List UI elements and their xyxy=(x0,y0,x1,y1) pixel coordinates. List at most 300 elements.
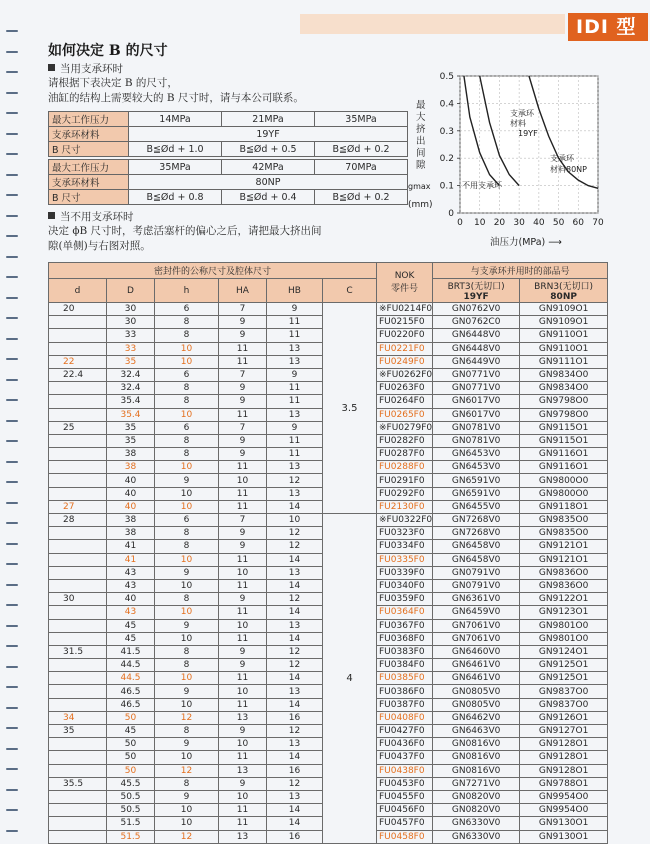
cell-nok: FU0368F0 xyxy=(377,632,433,645)
x-tick-label: 40 xyxy=(533,218,545,228)
cell-a: GN6017V0 xyxy=(433,395,520,408)
table-cell: B≦Ød + 1.0 xyxy=(129,142,222,157)
cell-b: GN9118O1 xyxy=(520,500,608,513)
cell-a: GN6591V0 xyxy=(433,487,520,500)
chart-x-label: 油压力(MPa) ⟶ xyxy=(490,237,562,248)
cell-D: 35.4 xyxy=(107,395,155,408)
cell-ha: 11 xyxy=(219,606,267,619)
cell-nok: FU0323F0 xyxy=(377,527,433,540)
cell-nok: FU0265F0 xyxy=(377,408,433,421)
cell-hb: 12 xyxy=(267,645,323,658)
cell-a: GN6330V0 xyxy=(433,830,520,843)
section-without-ring-label: 当不用支承环时 xyxy=(60,211,134,223)
cell-ha: 11 xyxy=(219,579,267,592)
para-line: 油缸的结构上需要较大的 B 尺寸时，请与本公司联系。 xyxy=(48,92,304,104)
cell-D: 45 xyxy=(107,725,155,738)
cell-a: GN0781V0 xyxy=(433,421,520,434)
cell-a: GN6463V0 xyxy=(433,725,520,738)
cell-ha: 9 xyxy=(219,448,267,461)
cell-ha: 7 xyxy=(219,303,267,316)
cell-D: 41 xyxy=(107,553,155,566)
cell-ha: 11 xyxy=(219,553,267,566)
table-cell: 80NP xyxy=(129,175,408,190)
cell-h: 10 xyxy=(155,487,219,500)
nok-header xyxy=(377,263,433,303)
cell-a: GN6017V0 xyxy=(433,408,520,421)
cell-ha: 7 xyxy=(219,368,267,381)
chart-annotation: 材料80NP xyxy=(550,165,587,174)
cell-a: GN6448V0 xyxy=(433,342,520,355)
bullet-square-icon xyxy=(48,64,55,71)
cell-nok: FU0453F0 xyxy=(377,777,433,790)
cell-a: GN6455V0 xyxy=(433,500,520,513)
cell-D: 32.4 xyxy=(107,382,155,395)
cell-h: 10 xyxy=(155,751,219,764)
cell-d xyxy=(49,738,107,751)
cell-a: GN6458V0 xyxy=(433,553,520,566)
cell-d xyxy=(49,751,107,764)
seal-size-table xyxy=(48,262,608,844)
cell-hb: 12 xyxy=(267,474,323,487)
cell-a: GN0820V0 xyxy=(433,804,520,817)
cell-D: 43 xyxy=(107,566,155,579)
cell-h: 12 xyxy=(155,830,219,843)
cell-d xyxy=(49,342,107,355)
cell-hb: 13 xyxy=(267,355,323,368)
cell-b: GN9125O1 xyxy=(520,659,608,672)
para-without-ring xyxy=(48,224,322,254)
cell-d xyxy=(49,685,107,698)
table-row xyxy=(49,514,608,527)
x-tick-label: 60 xyxy=(572,218,585,228)
cell-h: 10 xyxy=(155,461,219,474)
cell-ha: 11 xyxy=(219,500,267,513)
cell-b: GN9111O1 xyxy=(520,355,608,368)
cell-d xyxy=(49,659,107,672)
cell-nok: FU0221F0 xyxy=(377,342,433,355)
cell-d: 22.4 xyxy=(49,368,107,381)
cell-h: 10 xyxy=(155,408,219,421)
cell-d: 35.5 xyxy=(49,777,107,790)
cell-D: 38 xyxy=(107,514,155,527)
cell-nok: FU0335F0 xyxy=(377,553,433,566)
cell-d xyxy=(49,632,107,645)
binder-hole-mark xyxy=(6,133,18,135)
binder-hole-mark xyxy=(6,399,18,401)
cell-d: 30 xyxy=(49,593,107,606)
table-cell: 70MPa xyxy=(315,160,408,175)
cell-D: 32.4 xyxy=(107,368,155,381)
cell-D: 50 xyxy=(107,711,155,724)
table-cell: 19YF xyxy=(129,127,408,142)
binder-hole-mark xyxy=(6,235,18,237)
cell-a: GN6453V0 xyxy=(433,448,520,461)
cell-hb: 12 xyxy=(267,527,323,540)
cell-hb: 11 xyxy=(267,448,323,461)
binder-hole-mark xyxy=(6,563,18,565)
plot-area xyxy=(460,76,598,213)
brn3-material: 80NP xyxy=(550,292,577,302)
cell-hb: 14 xyxy=(267,606,323,619)
cell-h: 6 xyxy=(155,368,219,381)
header-tint xyxy=(300,14,565,34)
y-label-char: 隙 xyxy=(416,160,426,171)
cell-d: 22 xyxy=(49,355,107,368)
cell-h: 8 xyxy=(155,593,219,606)
cell-b: GN9121O1 xyxy=(520,553,608,566)
cell-d xyxy=(49,579,107,592)
cell-ha: 10 xyxy=(219,685,267,698)
cell-ha: 13 xyxy=(219,711,267,724)
cell-a: GN6461V0 xyxy=(433,659,520,672)
cell-nok: FU0288F0 xyxy=(377,461,433,474)
cell-hb: 9 xyxy=(267,303,323,316)
cell-h: 9 xyxy=(155,685,219,698)
cell-D: 50.5 xyxy=(107,804,155,817)
cell-d xyxy=(49,790,107,803)
cell-ha: 11 xyxy=(219,817,267,830)
cell-d: 20 xyxy=(49,303,107,316)
binder-hole-mark xyxy=(6,461,18,463)
table-cell: 21MPa xyxy=(222,112,315,127)
cell-a: GN6330V0 xyxy=(433,817,520,830)
binder-hole-mark xyxy=(6,522,18,524)
cell-nok: FU0386F0 xyxy=(377,685,433,698)
chart-annotation: 19YF xyxy=(518,129,538,138)
x-tick-label: 50 xyxy=(552,218,565,228)
cell-h: 10 xyxy=(155,672,219,685)
pressure-table-19yf xyxy=(48,111,408,157)
chart-annotation: 支承环 xyxy=(510,109,534,118)
cell-nok: ※FU0279F0 xyxy=(377,421,433,434)
cell-nok: FU0387F0 xyxy=(377,698,433,711)
cell-b: GN9109O1 xyxy=(520,316,608,329)
cell-b: GN9125O1 xyxy=(520,672,608,685)
table-cell: B≦Ød + 0.5 xyxy=(222,142,315,157)
cell-hb: 13 xyxy=(267,566,323,579)
y-tick-label: 0 xyxy=(448,209,454,219)
col-header-hb: HB xyxy=(267,279,323,303)
binder-hole-mark xyxy=(6,502,18,504)
cell-nok: FU0263F0 xyxy=(377,382,433,395)
cell-b: GN9115O1 xyxy=(520,434,608,447)
cell-d: 27 xyxy=(49,500,107,513)
binder-hole-mark xyxy=(6,215,18,217)
chart-annotation: 材料 xyxy=(510,119,526,128)
cell-b: GN9834O0 xyxy=(520,368,608,381)
para-line: 请根据下表决定 B 的尺寸， xyxy=(48,77,178,89)
extrusion-gap-chart xyxy=(400,68,610,253)
cell-b: GN9110O1 xyxy=(520,342,608,355)
cell-ha: 10 xyxy=(219,738,267,751)
col-header-c: C xyxy=(323,279,377,303)
cell-a: GN6448V0 xyxy=(433,329,520,342)
cell-nok: FU0384F0 xyxy=(377,659,433,672)
cell-a: GN0805V0 xyxy=(433,685,520,698)
cell-D: 50 xyxy=(107,764,155,777)
cell-a: GN6462V0 xyxy=(433,711,520,724)
cell-a: GN6453V0 xyxy=(433,461,520,474)
binder-hole-mark xyxy=(6,420,18,422)
cell-nok: FU0264F0 xyxy=(377,395,433,408)
binder-hole-mark xyxy=(6,112,18,114)
binder-hole-mark xyxy=(6,71,18,73)
cell-b: GN9110O1 xyxy=(520,329,608,342)
brand-label: IDI 型 xyxy=(568,13,648,41)
cell-d xyxy=(49,698,107,711)
cell-D: 50 xyxy=(107,738,155,751)
cell-a: GN0771V0 xyxy=(433,368,520,381)
cell-D: 45 xyxy=(107,632,155,645)
cell-ha: 11 xyxy=(219,342,267,355)
cell-ha: 10 xyxy=(219,619,267,632)
binder-hole-mark xyxy=(6,645,18,647)
cell-ha: 7 xyxy=(219,421,267,434)
cell-D: 45.5 xyxy=(107,777,155,790)
binder-hole-mark xyxy=(6,789,18,791)
cell-ha: 13 xyxy=(219,764,267,777)
binder-hole-mark xyxy=(6,543,18,545)
cell-nok: FU0437F0 xyxy=(377,751,433,764)
cell-hb: 14 xyxy=(267,804,323,817)
cell-ha: 10 xyxy=(219,566,267,579)
cell-h: 10 xyxy=(155,804,219,817)
cell-D: 46.5 xyxy=(107,698,155,711)
table-cell: 42MPa xyxy=(222,160,315,175)
cell-a: GN6458V0 xyxy=(433,540,520,553)
cell-hb: 11 xyxy=(267,395,323,408)
cell-D: 30 xyxy=(107,316,155,329)
top-bar xyxy=(0,0,650,38)
cell-h: 10 xyxy=(155,342,219,355)
cell-a: GN0816V0 xyxy=(433,764,520,777)
cell-nok: FU0339F0 xyxy=(377,566,433,579)
cell-ha: 10 xyxy=(219,790,267,803)
cell-d: 34 xyxy=(49,711,107,724)
cell-ha: 9 xyxy=(219,593,267,606)
cell-ha: 11 xyxy=(219,487,267,500)
cell-hb: 9 xyxy=(267,368,323,381)
binder-hole-mark xyxy=(6,686,18,688)
cell-a: GN0816V0 xyxy=(433,751,520,764)
cell-hb: 11 xyxy=(267,382,323,395)
cell-ha: 9 xyxy=(219,329,267,342)
cell-hb: 12 xyxy=(267,540,323,553)
x-tick-label: 30 xyxy=(513,218,525,228)
cell-ha: 9 xyxy=(219,316,267,329)
cell-nok: FU0291F0 xyxy=(377,474,433,487)
cell-b: GN9835O0 xyxy=(520,527,608,540)
para-with-ring xyxy=(48,76,304,106)
cell-hb: 12 xyxy=(267,593,323,606)
cell-D: 38 xyxy=(107,448,155,461)
binder-hole-mark xyxy=(6,379,18,381)
cell-b: GN9801O0 xyxy=(520,619,608,632)
cell-b: GN9800O0 xyxy=(520,474,608,487)
chart-y-unit: (mm) xyxy=(408,200,433,210)
cell-d xyxy=(49,619,107,632)
cell-nok: FU0455F0 xyxy=(377,790,433,803)
cell-nok: FU0367F0 xyxy=(377,619,433,632)
cell-nok: FU0364F0 xyxy=(377,606,433,619)
cell-b: GN9121O1 xyxy=(520,540,608,553)
cell-d: 28 xyxy=(49,514,107,527)
cell-b: GN9837O0 xyxy=(520,698,608,711)
cell-d xyxy=(49,408,107,421)
cell-D: 41 xyxy=(107,540,155,553)
cell-d xyxy=(49,527,107,540)
cell-ha: 9 xyxy=(219,540,267,553)
col-header-h: h xyxy=(155,279,219,303)
cell-a: GN0771V0 xyxy=(433,382,520,395)
cell-hb: 13 xyxy=(267,342,323,355)
binder-hole-mark xyxy=(6,768,18,770)
cell-ha: 9 xyxy=(219,395,267,408)
cell-a: GN7268V0 xyxy=(433,527,520,540)
c-value-cell: 3.5 xyxy=(323,303,377,514)
pressure-table-80np xyxy=(48,159,408,205)
cell-nok: FU0292F0 xyxy=(377,487,433,500)
cell-hb: 16 xyxy=(267,711,323,724)
cell-a: GN6361V0 xyxy=(433,593,520,606)
cell-h: 6 xyxy=(155,303,219,316)
section-without-ring xyxy=(48,209,134,224)
cell-a: GN0791V0 xyxy=(433,579,520,592)
cell-a: GN6461V0 xyxy=(433,672,520,685)
x-tick-label: 10 xyxy=(473,218,486,228)
cell-D: 51.5 xyxy=(107,817,155,830)
x-tick-label: 70 xyxy=(592,218,604,228)
cell-D: 33 xyxy=(107,329,155,342)
cell-D: 33 xyxy=(107,342,155,355)
cell-nok: FU0359F0 xyxy=(377,593,433,606)
cell-hb: 14 xyxy=(267,698,323,711)
y-tick-label: 0.2 xyxy=(439,154,454,165)
cell-h: 8 xyxy=(155,382,219,395)
cell-ha: 9 xyxy=(219,777,267,790)
cell-b: GN9128O1 xyxy=(520,764,608,777)
cell-nok: FU0457F0 xyxy=(377,817,433,830)
cell-nok: FU0383F0 xyxy=(377,645,433,658)
cell-nok: ※FU0214F0 xyxy=(377,303,433,316)
cell-b: GN9834O0 xyxy=(520,382,608,395)
table-row xyxy=(49,303,608,316)
cell-h: 6 xyxy=(155,421,219,434)
cell-b: GN9130O1 xyxy=(520,817,608,830)
table-label: B 尺寸 xyxy=(49,142,129,157)
cell-d xyxy=(49,434,107,447)
cell-h: 10 xyxy=(155,500,219,513)
cell-D: 46.5 xyxy=(107,685,155,698)
binder-hole-mark xyxy=(6,194,18,196)
cell-nok: FU0458F0 xyxy=(377,830,433,843)
cell-nok: FU0438F0 xyxy=(377,764,433,777)
cell-d xyxy=(49,606,107,619)
cell-D: 45 xyxy=(107,619,155,632)
cell-b: GN9954O0 xyxy=(520,790,608,803)
binder-hole-mark xyxy=(6,625,18,627)
cell-d xyxy=(49,395,107,408)
col-header-D: D xyxy=(107,279,155,303)
bullet-square-icon xyxy=(48,212,55,219)
cell-hb: 9 xyxy=(267,421,323,434)
table-cell: B≦Ød + 0.2 xyxy=(315,142,408,157)
cell-hb: 13 xyxy=(267,790,323,803)
cell-h: 10 xyxy=(155,579,219,592)
cell-ha: 11 xyxy=(219,804,267,817)
binder-hole-mark xyxy=(6,809,18,811)
cell-hb: 12 xyxy=(267,659,323,672)
cell-h: 9 xyxy=(155,738,219,751)
cell-b: GN9130O1 xyxy=(520,830,608,843)
binder-hole-mark xyxy=(6,174,18,176)
brt3-label: BRT3(无切口) xyxy=(447,282,505,292)
cell-ha: 9 xyxy=(219,382,267,395)
page-heading: 如何决定 B 的尺寸 xyxy=(48,43,168,59)
cell-b: GN9128O1 xyxy=(520,738,608,751)
cell-a: GN0781V0 xyxy=(433,434,520,447)
cell-hb: 14 xyxy=(267,672,323,685)
cell-hb: 16 xyxy=(267,764,323,777)
binder-hole-mark xyxy=(6,297,18,299)
binder-hole-mark xyxy=(6,440,18,442)
para-line: 决定 ϕB 尺寸时，考虑活塞杆的偏心之后，请把最大挤出间 xyxy=(48,225,322,237)
cell-b: GN9124O1 xyxy=(520,645,608,658)
binder-hole-mark xyxy=(6,584,18,586)
cell-b: GN9954O0 xyxy=(520,804,608,817)
binder-hole-mark xyxy=(6,338,18,340)
binder-holes xyxy=(6,0,20,835)
cell-b: GN9127O1 xyxy=(520,725,608,738)
y-tick-label: 0.1 xyxy=(439,181,454,192)
chart-annotation: 不用支承环 xyxy=(462,181,502,190)
cell-hb: 11 xyxy=(267,329,323,342)
table-label: 支承环材料 xyxy=(49,127,129,142)
cell-ha: 9 xyxy=(219,434,267,447)
y-tick-label: 0.5 xyxy=(439,72,454,82)
cell-nok: FU0249F0 xyxy=(377,355,433,368)
cell-d xyxy=(49,553,107,566)
x-tick-label: 20 xyxy=(493,218,506,228)
cell-h: 9 xyxy=(155,474,219,487)
chart-y-symbol: gmax xyxy=(408,182,431,191)
cell-nok: FU0408F0 xyxy=(377,711,433,724)
cell-D: 40 xyxy=(107,487,155,500)
cell-d xyxy=(49,448,107,461)
cell-ha: 11 xyxy=(219,632,267,645)
cell-D: 35 xyxy=(107,355,155,368)
cell-h: 6 xyxy=(155,514,219,527)
cell-a: GN6459V0 xyxy=(433,606,520,619)
cell-h: 8 xyxy=(155,448,219,461)
para-line: 隙(单侧)与右图对照。 xyxy=(48,240,151,252)
seal-table-body xyxy=(49,303,608,844)
cell-nok: ※FU0262F0 xyxy=(377,368,433,381)
table-cell: B≦Ød + 0.8 xyxy=(129,190,222,205)
cell-d: 31.5 xyxy=(49,645,107,658)
cell-a: GN0820V0 xyxy=(433,790,520,803)
cell-a: GN6591V0 xyxy=(433,474,520,487)
cell-hb: 13 xyxy=(267,461,323,474)
table-label: 支承环材料 xyxy=(49,175,129,190)
cell-h: 9 xyxy=(155,790,219,803)
cell-d xyxy=(49,817,107,830)
cell-h: 8 xyxy=(155,645,219,658)
table-cell: 35MPa xyxy=(315,112,408,127)
cell-hb: 14 xyxy=(267,751,323,764)
cell-h: 9 xyxy=(155,619,219,632)
cell-ha: 10 xyxy=(219,474,267,487)
